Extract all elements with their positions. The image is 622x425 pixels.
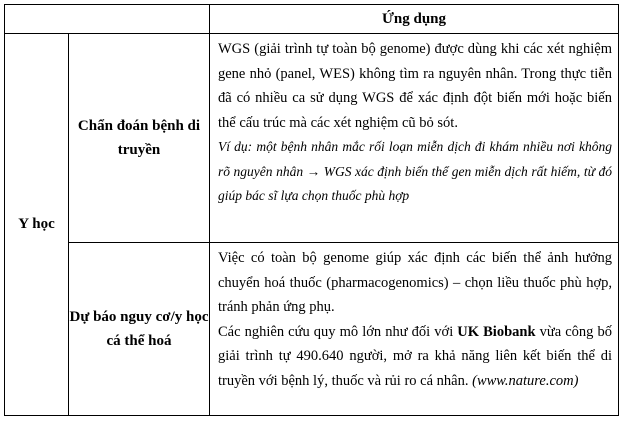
applications-table xyxy=(4,4,619,416)
empty-corner-cell xyxy=(5,5,210,34)
text-segment: Các nghiên cứu quy mô lớn như đối với xyxy=(218,323,458,340)
description-cell xyxy=(210,243,619,416)
topic-cell: Chẩn đoán bệnh di truyền xyxy=(69,34,210,243)
example-text: Ví dụ: một bệnh nhân mắc rối loạn miễn dịch đi khám nhiều nơi không rõ nguyên nhân → WGS xác định biến thể gen miễn dịch rất hiếm, từ đó giúp bác sĩ lựa chọn thuốc phù hợp xyxy=(218,139,612,203)
description-cell xyxy=(210,34,619,243)
header-cell: Ứng dụng xyxy=(210,5,619,34)
topic-cell: Dự báo nguy cơ/y học cá thể hoá xyxy=(69,243,210,416)
description-text: Việc có toàn bộ genome giúp xác định các biến thể ảnh hưởng chuyển hoá thuốc (pharmacogenomics) – chọn liều thuốc phù hợp, tránh phản ứng phụ. xyxy=(218,250,612,315)
table-row xyxy=(5,34,619,243)
header-row xyxy=(5,5,619,34)
description-text: WGS (giải trình tự toàn bộ genome) được dùng khi các xét nghiệm gene nhỏ (panel, WES) không tìm ra nguyên nhân. Trong thực tiễn đã có nhiều ca sử dụng WGS để xác định đột biến mới hoặc biến thể cấu trúc mà các xét nghiệm cũ bỏ sót. xyxy=(218,41,612,131)
category-cell: Y học xyxy=(5,34,69,416)
description-text-2 xyxy=(218,320,612,394)
uk-biobank-label: UK Biobank xyxy=(457,323,536,340)
source-citation: (www.nature.com) xyxy=(472,372,579,389)
text-segment: vừa công bố giải trình tự 490.640 người, mở ra khả năng liên kết biến thể di truyền với bệnh lý, thuốc và rủi ro cá nhân. xyxy=(218,323,612,389)
table-row xyxy=(5,243,619,416)
